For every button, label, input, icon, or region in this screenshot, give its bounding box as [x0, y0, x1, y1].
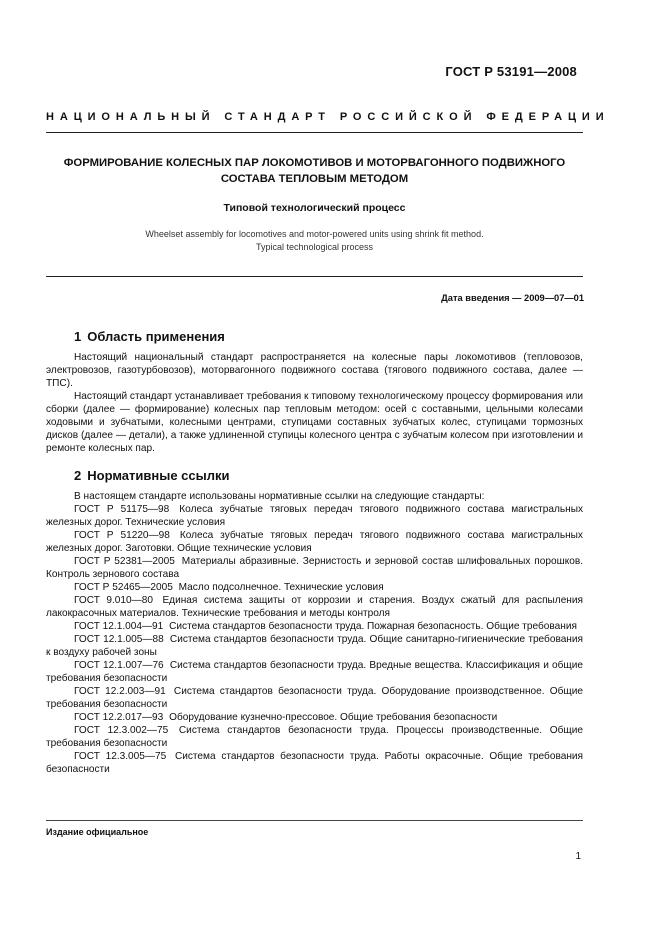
- section-1-paragraph: Настоящий стандарт устанавливает требования к типовому технологическому процессу формирования или сборки (далее — формирование) колесных пар тепловым методом: осей с составными, цельными колесами ходовыми и зубчатыми, колесными центрами, ступицами составных зубчатых колес, ступицами тормозных дисков (далее — детали), а также удлиненной ступицы колесного центра с зубчатым колесом при изготовлении и ремонте колесных пар.: [46, 391, 583, 454]
- reference-item: [46, 750, 583, 776]
- reference-title: Система стандартов безопасности труда. Процессы производственные. Общие требования безопасности: [46, 725, 583, 749]
- reference-title: Колеса зубчатые тяговых передач тягового подвижного состава магистральных железных дорог. Технические условия: [46, 504, 583, 528]
- document-title: [46, 155, 583, 187]
- references-intro: В настоящем стандарте использованы нормативные ссылки на следующие стандарты:: [74, 491, 485, 502]
- title-line-1: ФОРМИРОВАНИЕ КОЛЕСНЫХ ПАР ЛОКОМОТИВОВ И МОТОРВАГОННОГО ПОДВИЖНОГО: [63, 157, 566, 169]
- reference-title: Система стандартов безопасности труда. Оборудование производственное. Общие требования безопасности: [46, 686, 583, 710]
- national-standard-banner: НАЦИОНАЛЬНЫЙ СТАНДАРТ РОССИЙСКОЙ ФЕДЕРАЦИИ: [46, 111, 610, 123]
- reference-code: ГОСТ Р 52465—2005: [74, 582, 173, 593]
- section-1-number: 1: [74, 329, 82, 344]
- reference-item: [46, 581, 583, 594]
- title-line-2: СОСТАВА ТЕПЛОВЫМ МЕТОДОМ: [220, 173, 409, 185]
- section-1-title: Область применения: [87, 329, 225, 344]
- reference-code: ГОСТ Р 51175—98: [74, 504, 170, 515]
- document-code: ГОСТ Р 53191—2008: [445, 64, 577, 79]
- reference-code: ГОСТ Р 51220—98: [74, 530, 170, 541]
- reference-title: Система стандартов безопасности труда. Работы окрасочные. Общие требования безопасности: [46, 751, 583, 775]
- english-title-line-2: Typical technological process: [255, 242, 374, 252]
- reference-title: Колеса зубчатые тяговых передач тягового подвижного состава магистральных железных дорог. Заготовки. Общие технические условия: [46, 530, 583, 554]
- reference-code: ГОСТ 12.2.017—93: [74, 712, 164, 723]
- reference-title: Оборудование кузнечно-прессовое. Общие требования безопасности: [169, 712, 498, 723]
- english-title-line-1: Wheelset assembly for locomotives and motor-powered units using shrink fit method.: [145, 229, 484, 239]
- reference-title: Материалы абразивные. Зернистость и зерновой состав шлифовальных порошков. Контроль зернового состава: [46, 556, 584, 580]
- reference-code: ГОСТ 12.2.003—91: [74, 686, 166, 697]
- reference-title: Система стандартов безопасности труда. Общие санитарно-гигиенические требования к воздуху рабочей зоны: [46, 634, 583, 658]
- official-edition-note: Издание официальное: [46, 827, 149, 837]
- reference-item: [46, 724, 583, 750]
- reference-item: [46, 633, 583, 659]
- section-2-number: 2: [74, 468, 82, 483]
- reference-item: [46, 659, 583, 685]
- document-body: [46, 328, 583, 776]
- section-2-heading: [74, 467, 583, 484]
- reference-item: [46, 555, 583, 581]
- banner-divider: [46, 132, 583, 133]
- english-title: [46, 228, 583, 254]
- footer-divider: [46, 820, 583, 821]
- reference-title: Единая система защиты от коррозии и старения. Воздух сжатый для распыления лакокрасочных материалов. Технические требования и методы контроля: [46, 595, 583, 619]
- reference-code: ГОСТ 12.3.005—75: [74, 751, 167, 762]
- reference-code: ГОСТ 9.010—80: [74, 595, 153, 606]
- section-2-title: Нормативные ссылки: [87, 468, 230, 483]
- reference-title: Система стандартов безопасности труда. Пожарная безопасность. Общие требования: [169, 621, 577, 632]
- title-divider: [46, 276, 583, 277]
- effective-date: Дата введения — 2009—07—01: [441, 293, 584, 303]
- reference-code: ГОСТ 12.3.002—75: [74, 725, 169, 736]
- section-1-paragraph: Настоящий национальный стандарт распространяется на колесные пары локомотивов (тепловозов, электровозов, газотурбовозов), моторвагонного подвижного состава (тягового подвижного состава, далее — ТПС).: [46, 352, 583, 389]
- reference-code: ГОСТ 12.1.007—76: [74, 660, 164, 671]
- reference-code: ГОСТ 12.1.004—91: [74, 621, 164, 632]
- section-1-heading: [74, 328, 583, 345]
- reference-item: [46, 594, 583, 620]
- reference-item: [46, 711, 583, 724]
- reference-item: [46, 685, 583, 711]
- page-number: 1: [575, 851, 581, 862]
- reference-item: [46, 529, 583, 555]
- reference-title: Система стандартов безопасности труда. Вредные вещества. Классификация и общие требования безопасности: [46, 660, 583, 684]
- reference-code: ГОСТ Р 52381—2005: [74, 556, 175, 567]
- reference-item: [46, 620, 583, 633]
- reference-title: Масло подсолнечное. Технические условия: [178, 582, 384, 593]
- document-subtitle: Типовой технологический процесс: [223, 202, 406, 214]
- reference-item: [46, 503, 583, 529]
- reference-code: ГОСТ 12.1.005—88: [74, 634, 164, 645]
